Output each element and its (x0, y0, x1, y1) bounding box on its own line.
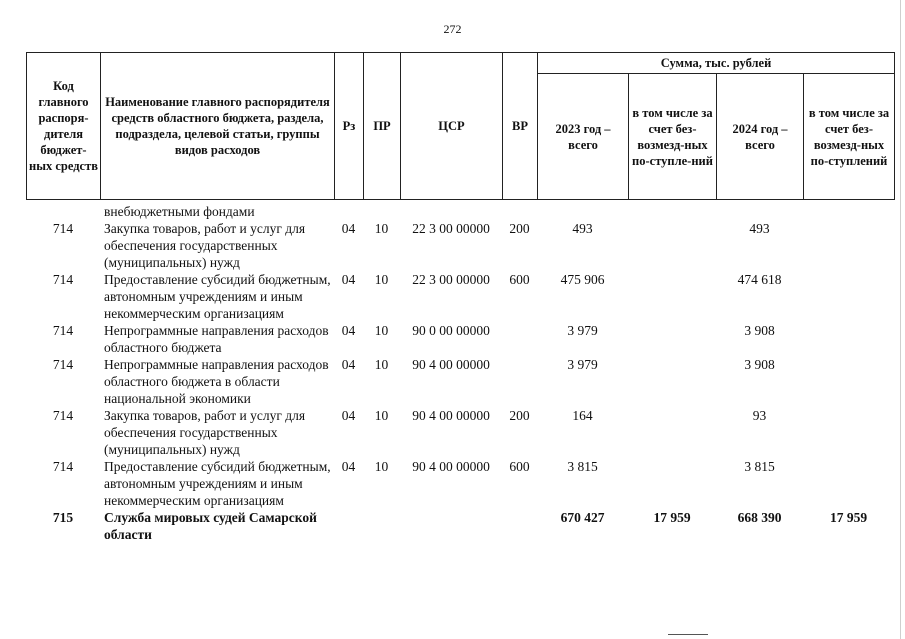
cell-sum2023: 493 (572, 221, 593, 236)
cell-vr (502, 203, 537, 220)
cell-incl2023: 17 959 (653, 510, 691, 525)
header-2024-incl: в том числе за счет без-возмезд-ных по-ступлений (804, 74, 895, 200)
cell-pr: 10 (374, 459, 389, 474)
cell-rz: 04 (341, 357, 356, 372)
cell-vr: 600 (509, 272, 530, 287)
cell-vr (502, 322, 537, 356)
cell-vr: 600 (509, 459, 530, 474)
cell-pr: 10 (374, 221, 389, 236)
cell-sum2023: 164 (572, 408, 593, 423)
cell-sum2024: 493 (749, 221, 770, 236)
cell-code: 714 (52, 408, 74, 423)
header-2023-total: 2023 год – всего (538, 74, 629, 200)
header-2023-incl: в том числе за счет без-возмезд-ных по-ступле-ний (629, 74, 717, 200)
cell-sum2024: 474 618 (737, 272, 782, 287)
cell-pr (363, 203, 400, 220)
cell-pr: 10 (374, 408, 389, 423)
header-rz: Рз (335, 53, 364, 200)
cell-sum2023 (537, 203, 628, 220)
cell-incl2023 (628, 271, 716, 322)
cell-code (26, 203, 100, 220)
cell-csr: 90 4 00 00000 (412, 408, 490, 423)
cell-name: Предоставление субсидий бюджетным, автономным учреждениям и иным некоммерческим организациям (104, 272, 331, 321)
cell-incl2024 (803, 356, 894, 407)
cell-csr: 90 0 00 00000 (412, 323, 490, 338)
cell-sum2023: 3 979 (567, 323, 598, 338)
table-row (26, 407, 894, 458)
cell-rz: 04 (341, 459, 356, 474)
cell-vr: 200 (509, 408, 530, 423)
cell-incl2023 (628, 203, 716, 220)
header-pr: ПР (364, 53, 401, 200)
cell-sum2023: 475 906 (560, 272, 605, 287)
cell-incl2024 (803, 407, 894, 458)
page-edge (900, 0, 901, 639)
cell-vr: 200 (509, 221, 530, 236)
page-number: 272 (443, 22, 462, 36)
cell-sum2023: 670 427 (560, 510, 605, 525)
cell-csr: 90 4 00 00000 (412, 357, 490, 372)
table-row (26, 458, 894, 509)
cell-rz: 04 (341, 323, 356, 338)
cell-incl2024 (803, 220, 894, 271)
cell-incl2024 (803, 271, 894, 322)
header-csr: ЦСР (401, 53, 503, 200)
cell-csr (400, 203, 502, 220)
cell-sum2024: 3 908 (744, 323, 775, 338)
cell-sum2023: 3 979 (567, 357, 598, 372)
cell-rz: 04 (341, 221, 356, 236)
cell-rz: 04 (341, 408, 356, 423)
table-row (26, 509, 894, 543)
cell-code: 714 (52, 272, 74, 287)
cell-sum2024: 93 (752, 408, 767, 423)
table-body (26, 203, 894, 543)
cell-sum2024: 668 390 (737, 510, 782, 525)
header-sum: Сумма, тыс. рублей (538, 53, 895, 74)
cell-code: 714 (52, 323, 74, 338)
cell-csr: 22 3 00 00000 (412, 272, 490, 287)
cell-pr (363, 509, 400, 543)
cell-name: внебюджетными фондами (104, 204, 255, 219)
cell-csr: 22 3 00 00000 (412, 221, 490, 236)
cell-incl2024 (803, 458, 894, 509)
cell-incl2024 (803, 203, 894, 220)
cell-sum2024: 3 908 (744, 357, 775, 372)
cell-name: Закупка товаров, работ и услуг для обеспечения государственных (муниципальных) нужд (104, 408, 306, 457)
cell-name: Предоставление субсидий бюджетным, автономным учреждениям и иным некоммерческим организациям (104, 459, 331, 508)
cell-sum2023: 3 815 (567, 459, 598, 474)
table-header (26, 52, 895, 200)
header-name: Наименование главного распорядителя средств областного бюджета, раздела, подраздела, целевой статьи, группы видов расходов (101, 53, 335, 200)
cell-name: Закупка товаров, работ и услуг для обеспечения государственных (муниципальных) нужд (104, 221, 306, 270)
table-row (26, 271, 894, 322)
header-vr: ВР (503, 53, 538, 200)
cell-csr (400, 509, 502, 543)
cell-code: 714 (52, 221, 74, 236)
cell-incl2023 (628, 322, 716, 356)
cell-pr: 10 (374, 323, 389, 338)
cell-vr (502, 509, 537, 543)
cell-code: 715 (52, 510, 74, 525)
cell-incl2023 (628, 220, 716, 271)
cell-rz (334, 509, 363, 543)
cell-code: 714 (52, 459, 74, 474)
cell-pr: 10 (374, 357, 389, 372)
cell-rz: 04 (341, 272, 356, 287)
cell-incl2024: 17 959 (829, 510, 868, 525)
cell-incl2023 (628, 458, 716, 509)
cell-rz (334, 203, 363, 220)
table-row (26, 356, 894, 407)
cell-incl2023 (628, 356, 716, 407)
scan-mark (668, 634, 708, 635)
table-row (26, 203, 894, 220)
table-row (26, 220, 894, 271)
cell-csr: 90 4 00 00000 (412, 459, 490, 474)
cell-incl2024 (803, 322, 894, 356)
header-code: Код главного распоря-дителя бюджет-ных средств (27, 53, 101, 200)
cell-pr: 10 (374, 272, 389, 287)
header-2024-total: 2024 год – всего (717, 74, 804, 200)
cell-name: Непрограммные направления расходов областного бюджета (104, 323, 329, 355)
cell-code: 714 (52, 357, 74, 372)
cell-vr (502, 356, 537, 407)
cell-incl2023 (628, 407, 716, 458)
cell-sum2024 (716, 203, 803, 220)
table-row (26, 322, 894, 356)
cell-name: Служба мировых судей Самарской области (104, 510, 317, 542)
cell-name: Непрограммные направления расходов областного бюджета в области национальной экономики (104, 357, 329, 406)
cell-sum2024: 3 815 (744, 459, 775, 474)
